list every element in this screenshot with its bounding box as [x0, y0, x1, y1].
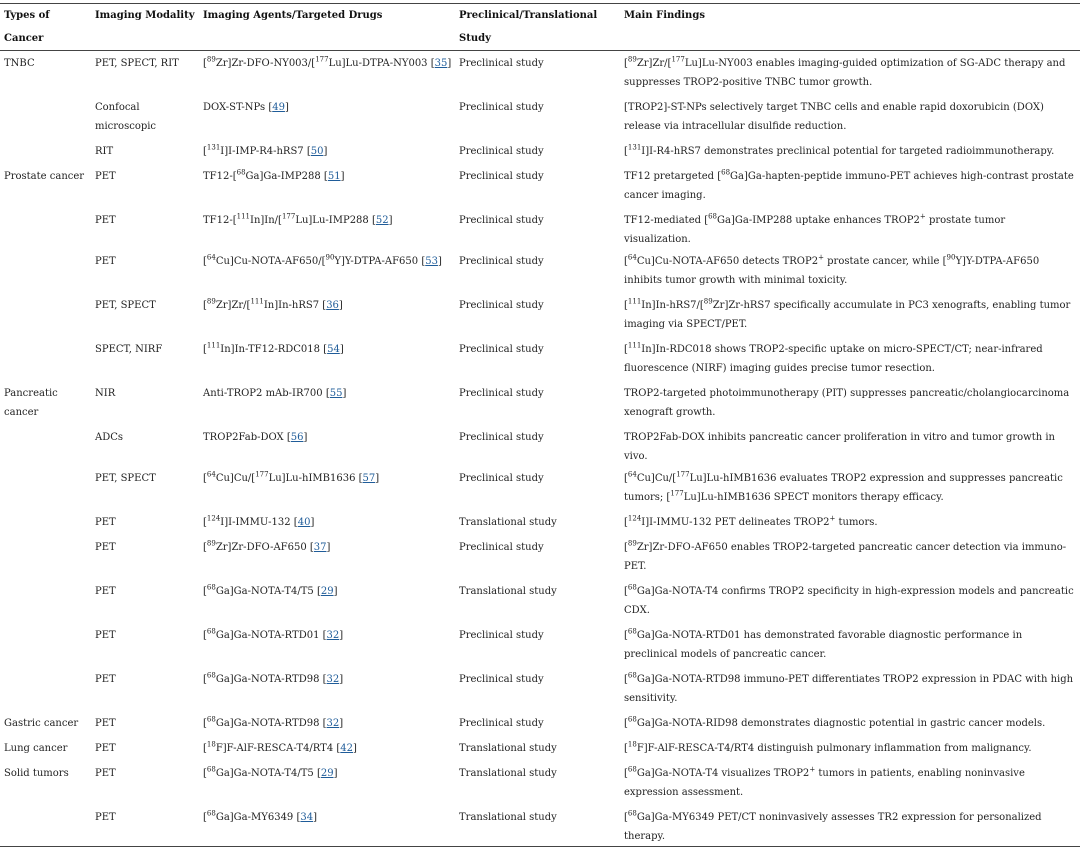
cancer-type-cell	[0, 139, 91, 164]
agent-cell: [$^{68}$Ga]Ga-NOTA-T4/T5 [29]	[203, 765, 338, 779]
reference-number[interactable]: 35	[434, 58, 448, 69]
agent-cell: [$^{89}$Zr]Zr-DFO-NY003/[$^{177}$Lu]Lu-DTPA-NY003 [35]	[203, 55, 452, 69]
modality-cell: PET	[95, 541, 116, 553]
modality-cell: PET	[95, 214, 116, 226]
cancer-type-cell	[0, 466, 91, 510]
agent-cell: DOX-ST-NPs [49]	[203, 101, 289, 113]
table-row	[0, 466, 1080, 510]
cancer-type-cell	[0, 337, 91, 381]
reference-number[interactable]: 32	[326, 717, 340, 729]
table-row	[0, 761, 1080, 805]
modality-cell: PET	[95, 585, 116, 597]
reference-number[interactable]: 32	[326, 629, 340, 641]
reference-link: [35]	[430, 58, 452, 69]
modality-cell: PET	[95, 673, 116, 685]
reference-link: [51]	[323, 170, 345, 182]
agent-cell: TF12-[$^{111}$In]In/[$^{177}$Lu]Lu-IMP288 [52]	[203, 212, 393, 226]
modality-cell: PET	[95, 255, 116, 267]
findings-cell: [$^{111}$In]In-RDC018 shows TROP2-specific uptake on micro-SPECT/CT; near-infrared fluorescence (NIRF) imaging guides precise tumor resection.	[624, 341, 1043, 374]
reference-link: [49]	[268, 101, 289, 113]
study-cell: Preclinical study	[459, 255, 544, 267]
header-imaging-modality: Imaging Modality	[95, 10, 195, 21]
reference-link: [29]	[316, 767, 338, 779]
cancer-type-cell	[0, 805, 91, 847]
modality-cell: PET, SPECT	[95, 299, 156, 311]
agent-cell: [$^{89}$Zr]Zr/[$^{111}$In]In-hRS7 [36]	[203, 297, 343, 311]
study-cell: Preclinical study	[459, 343, 544, 355]
table-row	[0, 736, 1080, 761]
modality-cell: PET	[95, 717, 116, 729]
table-row	[0, 711, 1080, 736]
reference-link: [50]	[306, 145, 328, 157]
findings-cell: TROP2Fab-DOX inhibits pancreatic cancer proliferation in vitro and tumor growth in vivo.	[624, 431, 1055, 462]
header-cancer-type: Types of Cancer	[4, 10, 50, 44]
agent-cell: TROP2Fab-DOX [56]	[203, 431, 308, 443]
agent-cell: [$^{68}$Ga]Ga-MY6349 [34]	[203, 809, 318, 823]
findings-cell: [$^{68}$Ga]Ga-NOTA-RTD98 immuno-PET differentiates TROP2 expression in PDAC with high sensitivity.	[624, 671, 1074, 704]
agent-cell: [$^{18}$F]F-AlF-RESCA-T4/RT4 [42]	[203, 740, 357, 754]
study-cell: Preclinical study	[459, 431, 544, 443]
study-cell: Preclinical study	[459, 673, 544, 685]
cancer-type-cell: Prostate cancer	[4, 170, 85, 182]
study-cell: Preclinical study	[459, 717, 544, 729]
cancer-type-cell	[0, 95, 91, 139]
modality-cell: PET	[95, 767, 116, 779]
agent-cell: [$^{124}$I]I-IMMU-132 [40]	[203, 514, 315, 528]
findings-cell: TF12-mediated [$^{68}$Ga]Ga-IMP288 uptake enhances TROP2+ prostate tumor visualization.	[624, 212, 1006, 245]
reference-link: [37]	[309, 541, 331, 553]
cancer-type-cell: Gastric cancer	[4, 717, 79, 729]
findings-cell: [$^{124}$I]I-IMMU-132 PET delineates TROP2+ tumors.	[624, 514, 878, 528]
modality-cell: PET, SPECT	[95, 472, 156, 484]
reference-number[interactable]: 36	[326, 299, 339, 311]
findings-cell: [$^{131}$I]I-R4-hRS7 demonstrates preclinical potential for targeted radioimmunotherapy.	[624, 143, 1055, 157]
agent-cell: [$^{68}$Ga]Ga-NOTA-T4/T5 [29]	[203, 583, 338, 597]
modality-cell: Confocal microscopic	[95, 101, 157, 132]
reference-link: [53]	[421, 255, 442, 267]
agent-cell: [$^{89}$Zr]Zr-DFO-AF650 [37]	[203, 539, 331, 553]
cancer-type-cell	[0, 579, 91, 623]
cancer-type-cell: TNBC	[4, 58, 35, 69]
modality-cell: PET	[95, 516, 116, 528]
reference-number[interactable]: 57	[362, 472, 376, 484]
reference-number[interactable]: 34	[300, 811, 314, 823]
table-row	[0, 579, 1080, 623]
findings-cell: [$^{68}$Ga]Ga-NOTA-T4 confirms TROP2 specificity in high-expression models and pancreatic CDX.	[624, 583, 1074, 616]
reference-number[interactable]: 40	[297, 516, 311, 528]
cancer-type-cell	[0, 623, 91, 667]
reference-number[interactable]: 29	[320, 767, 334, 779]
reference-link: [56]	[286, 431, 308, 443]
cancer-type-cell	[0, 425, 91, 466]
table-row	[0, 139, 1080, 164]
cancer-type-cell	[0, 510, 91, 535]
header-main-findings: Main Findings	[624, 10, 705, 21]
modality-cell: PET	[95, 170, 116, 182]
findings-cell: [$^{89}$Zr]Zr-DFO-AF650 enables TROP2-targeted pancreatic cancer detection via immuno-PET.	[624, 539, 1067, 572]
reference-link: [29]	[316, 585, 338, 597]
study-cell: Preclinical study	[459, 58, 544, 69]
reference-link: [55]	[325, 387, 347, 399]
agent-cell: [$^{68}$Ga]Ga-NOTA-RTD98 [32]	[203, 715, 344, 729]
header-imaging-agents: Imaging Agents/Targeted Drugs	[203, 10, 383, 21]
table-row	[0, 249, 1080, 293]
cancer-type-cell: Lung cancer	[4, 742, 68, 754]
modality-cell: SPECT, NIRF	[95, 343, 163, 355]
agent-cell: TF12-[$^{68}$Ga]Ga-IMP288 [51]	[203, 168, 345, 182]
agent-cell: [$^{64}$Cu]Cu-NOTA-AF650/[$^{90}$Y]Y-DTPA-AF650 [53]	[203, 253, 442, 267]
table-row	[0, 425, 1080, 466]
study-cell: Translational study	[459, 585, 557, 597]
study-cell: Translational study	[459, 767, 557, 779]
table-header-row	[0, 4, 1080, 51]
reference-number[interactable]: 29	[320, 585, 334, 597]
reference-number[interactable]: 53	[425, 255, 438, 267]
study-cell: Preclinical study	[459, 299, 544, 311]
agent-cell: [$^{111}$In]In-TF12-RDC018 [54]	[203, 341, 344, 355]
reference-number[interactable]: 37	[313, 541, 327, 553]
table-row	[0, 293, 1080, 337]
study-cell: Preclinical study	[459, 541, 544, 553]
findings-cell: [$^{68}$Ga]Ga-MY6349 PET/CT noninvasively assesses TR2 expression for personalized therapy.	[624, 809, 1042, 842]
agent-cell: [$^{68}$Ga]Ga-NOTA-RTD01 [32]	[203, 627, 344, 641]
findings-cell: [$^{64}$Cu]Cu/[$^{177}$Lu]Lu-hIMB1636 evaluates TROP2 expression and suppresses pancreatic tumors; [$^{177}$Lu]Lu-hIMB1636 SPECT monitors therapy efficacy.	[624, 470, 1063, 503]
study-cell: Translational study	[459, 516, 557, 528]
study-cell: Preclinical study	[459, 472, 544, 484]
cancer-type-cell	[0, 249, 91, 293]
reference-link: [32]	[322, 717, 344, 729]
reference-number[interactable]: 51	[327, 170, 341, 182]
agent-cell: [$^{64}$Cu]Cu/[$^{177}$Lu]Lu-hIMB1636 [57]	[203, 470, 380, 484]
study-cell: Preclinical study	[459, 387, 544, 399]
findings-cell: [$^{68}$Ga]Ga-NOTA-RTD01 has demonstrated favorable diagnostic performance in preclinical models of pancreatic cancer.	[624, 627, 1023, 660]
findings-cell: [$^{68}$Ga]Ga-NOTA-T4 visualizes TROP2+ tumors in patients, enabling noninvasive expression assessment.	[624, 765, 1025, 798]
table-row	[0, 667, 1080, 711]
study-cell: Preclinical study	[459, 170, 544, 182]
modality-cell: PET	[95, 742, 116, 754]
table-row	[0, 208, 1080, 249]
header-study-type: Preclinical/Translational Study	[459, 10, 598, 44]
trop2-imaging-table	[0, 3, 1080, 847]
study-cell: Preclinical study	[459, 101, 544, 113]
reference-link: [32]	[322, 673, 344, 685]
findings-cell: TROP2-targeted photoimmunotherapy (PIT) suppresses pancreatic/cholangiocarcinoma xenograft growth.	[624, 387, 1070, 418]
reference-link: [36]	[322, 299, 343, 311]
table-row	[0, 164, 1080, 208]
study-cell: Preclinical study	[459, 629, 544, 641]
cancer-type-cell	[0, 208, 91, 249]
reference-number[interactable]: 54	[327, 343, 340, 355]
reference-link: [34]	[296, 811, 318, 823]
reference-number[interactable]: 42	[340, 742, 354, 754]
reference-link: [32]	[322, 629, 344, 641]
reference-link: [52]	[371, 214, 393, 226]
table-row	[0, 381, 1080, 425]
agent-cell: [$^{131}$I]I-IMP-R4-hRS7 [50]	[203, 143, 328, 157]
agent-cell: Anti-TROP2 mAb-IR700 [55]	[203, 387, 347, 399]
findings-cell: [$^{68}$Ga]Ga-NOTA-RID98 demonstrates diagnostic potential in gastric cancer models.	[624, 715, 1046, 729]
reference-link: [54]	[323, 343, 344, 355]
study-cell: Translational study	[459, 742, 557, 754]
modality-cell: ADCs	[95, 431, 124, 443]
cancer-type-cell: Pancreatic cancer	[4, 387, 58, 418]
reference-number[interactable]: 49	[272, 101, 285, 113]
table-row	[0, 95, 1080, 139]
cancer-type-cell	[0, 293, 91, 337]
findings-cell: [TROP2]-ST-NPs selectively target TNBC cells and enable rapid doxorubicin (DOX) release via intracellular disulfide reduction.	[624, 101, 1044, 132]
reference-number[interactable]: 50	[310, 145, 324, 157]
findings-cell: [$^{64}$Cu]Cu-NOTA-AF650 detects TROP2+ prostate cancer, while [$^{90}$Y]Y-DTPA-AF650 inhibits tumor growth with minimal toxicity.	[624, 253, 1040, 286]
findings-cell: [$^{18}$F]F-AlF-RESCA-T4/RT4 distinguish pulmonary inflammation from malignancy.	[624, 740, 1032, 754]
modality-cell: RIT	[95, 145, 114, 157]
table-row	[0, 510, 1080, 535]
reference-number[interactable]: 55	[329, 387, 343, 399]
study-cell: Preclinical study	[459, 145, 544, 157]
cancer-type-cell	[0, 535, 91, 579]
reference-link: [42]	[336, 742, 357, 754]
findings-cell: TF12 pretargeted [$^{68}$Ga]Ga-hapten-peptide immuno-PET achieves high-contrast prostate cancer imaging.	[624, 168, 1074, 201]
cancer-type-cell	[0, 667, 91, 711]
reference-link: [57]	[358, 472, 380, 484]
table-row	[0, 535, 1080, 579]
modality-cell: PET	[95, 811, 116, 823]
reference-number[interactable]: 56	[290, 431, 304, 443]
modality-cell: NIR	[95, 387, 116, 399]
study-cell: Preclinical study	[459, 214, 544, 226]
agent-cell: [$^{68}$Ga]Ga-NOTA-RTD98 [32]	[203, 671, 344, 685]
reference-number[interactable]: 52	[375, 214, 389, 226]
table-row	[0, 337, 1080, 381]
findings-cell: [$^{89}$Zr]Zr/[$^{177}$Lu]Lu-NY003 enables imaging-guided optimization of SG-ADC therapy and suppresses TROP2-positive TNBC tumor growth.	[624, 55, 1066, 88]
table-row	[0, 623, 1080, 667]
cancer-type-cell: Solid tumors	[4, 767, 69, 779]
table-row	[0, 51, 1080, 95]
reference-link: [40]	[293, 516, 315, 528]
reference-number[interactable]: 32	[326, 673, 340, 685]
study-cell: Translational study	[459, 811, 557, 823]
modality-cell: PET, SPECT, RIT	[95, 58, 179, 69]
table-row	[0, 805, 1080, 847]
findings-cell: [$^{111}$In]In-hRS7/[$^{89}$Zr]Zr-hRS7 specifically accumulate in PC3 xenografts, enabling tumor imaging via SPECT/PET.	[624, 297, 1071, 330]
modality-cell: PET	[95, 629, 116, 641]
